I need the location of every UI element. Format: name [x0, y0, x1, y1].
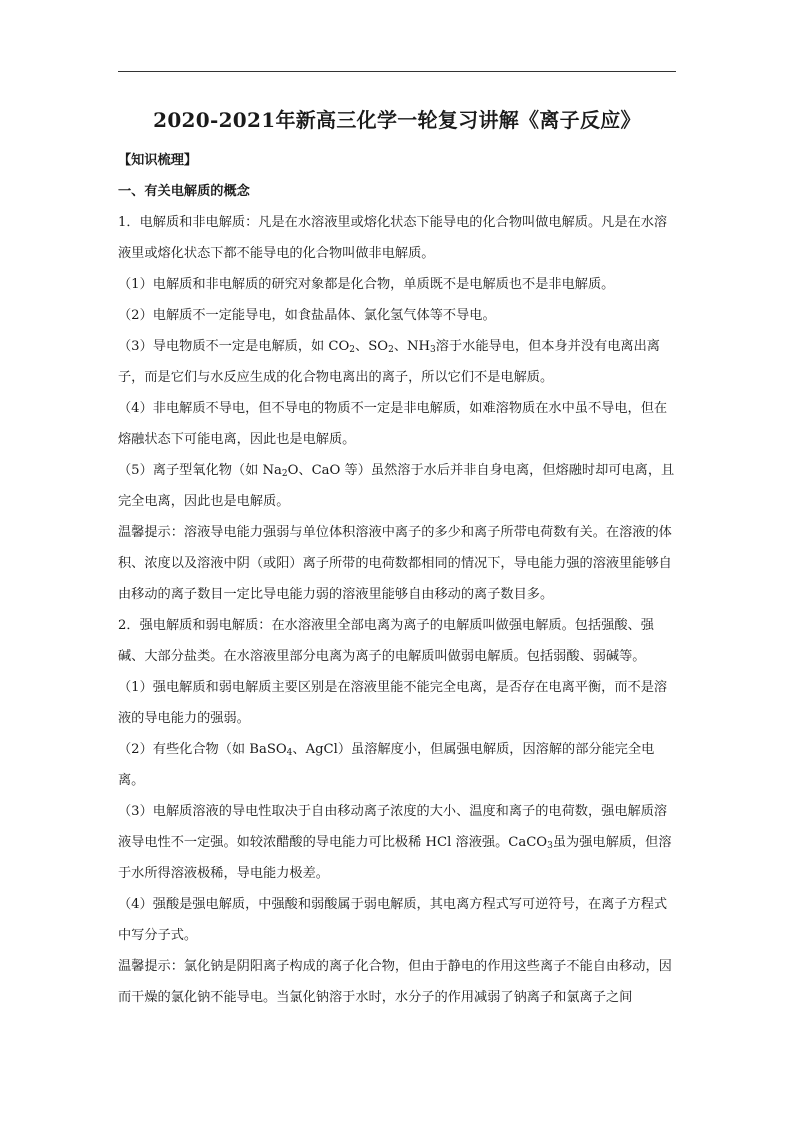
paragraph-strong-weak: 2．强电解质和弱电解质：在水溶液里全部电离为离子的电解质叫做强电解质。包括强酸、强碱、大部分盐类。在水溶液里部分电离为离子的电解质叫做弱电解质。包括弱酸、弱碱等。 — [118, 618, 654, 664]
header-rule — [118, 71, 676, 72]
paragraph-item-4: （4）非电解质不导电，但不导电的物质不一定是非电解质，如难溶物质在水中虽不导电，但在熔融状态下可能电离，因此也是电解质。 — [118, 401, 668, 447]
paragraph-item-2-1: （1）强电解质和弱电解质主要区别是在溶液里能不能完全电离，是否存在电离平衡，而不是溶液的导电能力的强弱。 — [118, 680, 668, 726]
paragraph-item-2-2: （2）有些化合物（如 BaSO$_4$、AgCl）虽溶解度小，但属强电解质，因溶解的部分能完全电离。 — [118, 742, 655, 788]
paragraph-item-2-3: （3）电解质溶液的导电性取决于自由移动离子浓度的大小、温度和离子的电荷数，强电解质溶液导电性不一定强。如较浓醋酸的导电能力可比极稀 HCl 溶液强。CaCO$_3$虽为强电解质，但溶于水所得溶液极稀，导电能力极差。 — [118, 804, 672, 881]
tip-paragraph-1: 温馨提示：溶液导电能力强弱与单位体积溶液中离子的多少和离子所带电荷数有关。在溶液的体积、浓度以及溶液中阴（或阳）离子所带的电荷数都相同的情况下，导电能力强的溶液里能够自由移动的离子数目一定比导电能力弱的溶液里能够自由移动的离子数目多。 — [118, 525, 672, 602]
tip-paragraph-2: 温馨提示：氯化钠是阴阳离子构成的离子化合物，但由于静电的作用这些离子不能自由移动，因而干燥的氯化钠不能导电。当氯化钠溶于水时，水分子的作用减弱了钠离子和氯离子之间 — [118, 959, 672, 1005]
paragraph-item-5: （5）离子型氧化物（如 $Na_2O$、CaO 等）虽然溶于水后并非自身电离，但熔融时却可电离，且完全电离，因此也是电解质。 — [118, 463, 675, 509]
paragraph-definition: 1．电解质和非电解质：凡是在水溶液里或熔化状态下能导电的化合物叫做电解质。凡是在水溶液里或熔化状态下都不能导电的化合物叫做非电解质。 — [118, 215, 668, 261]
paragraph-item-3: （3）导电物质不一定是电解质，如 $CO_2$、$SO_2$、$NH_3$溶于水能导电，但本身并没有电离出离子，而是它们与水反应生成的化合物电离出的离子，所以它们不是电解质。 — [118, 339, 660, 385]
section-tag: 【知识梳理】 — [118, 153, 198, 168]
paragraph-item-2-4: （4）强酸是强电解质，中强酸和弱酸属于弱电解质，其电离方程式写可逆符号，在离子方程式中写分子式。 — [118, 897, 668, 943]
paragraph-item-1: （1）电解质和非电解质的研究对象都是化合物，单质既不是电解质也不是非电解质。 — [118, 277, 615, 292]
document-body — [118, 145, 678, 1013]
section-heading: 一、有关电解质的概念 — [118, 184, 250, 199]
page-title: 2020-2021年新高三化学一轮复习讲解《离子反应》 — [153, 108, 641, 132]
paragraph-item-2: （2）电解质不一定能导电，如食盐晶体、氯化氢气体等不导电。 — [118, 308, 496, 323]
